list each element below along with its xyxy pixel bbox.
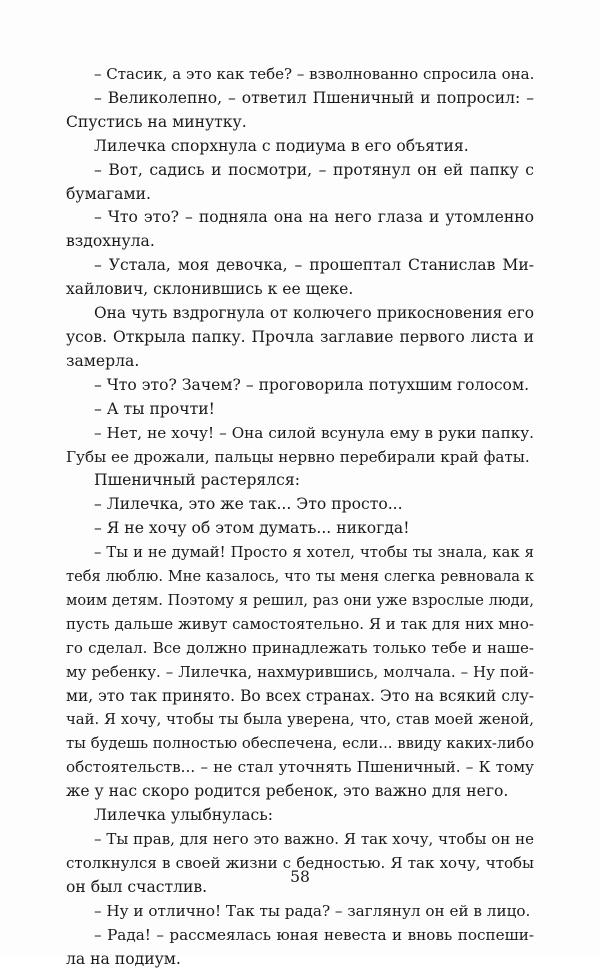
page-text-body — [66, 63, 534, 971]
text-line: – Рада! – рассмеялась юная невеста и вновь поспеши- — [94, 925, 534, 944]
text-line: он был счастлив. — [66, 877, 208, 896]
text-line: Лилечка улыбнулась: — [94, 806, 273, 825]
text-line: – А ты прочти! — [94, 399, 215, 418]
text-line: Спустись на минутку. — [66, 112, 247, 131]
text-line: – Ну и отлично! Так ты рада? – заглянул он ей в лицо. — [94, 901, 531, 920]
text-line: хайлович, склонившись к ее щеке. — [66, 280, 354, 299]
text-line: бумагами. — [66, 184, 151, 203]
text-line: вздохнула. — [66, 232, 155, 251]
text-line: – Стасик, а это как тебе? – взволнованно спросила она. — [94, 65, 535, 83]
text-line: – Ты прав, для него это важно. Я так хочу, чтобы он не — [94, 830, 534, 848]
page-number: 58 — [290, 868, 310, 886]
text-line: – Я не хочу об этом думать... никогда! — [94, 519, 410, 538]
text-line: пусть дальше живут самостоятельно. Я и так для них мно- — [66, 614, 534, 633]
text-line: Лилечка спорхнула с подиума в его объятия. — [94, 136, 469, 155]
text-line: – Устала, моя девочка, – прошептал Станислав Ми- — [94, 256, 534, 275]
text-line: Губы ее дрожали, пальцы нервно перебирали край фаты. — [66, 447, 530, 466]
text-line: ми, это так принято. Во всех странах. Это на всякий слу- — [66, 686, 534, 705]
text-line: – Ты и не думай! Просто я хотел, чтобы ты знала, как я — [94, 544, 534, 562]
text-line: – Лилечка, это же так... Это просто... — [94, 495, 403, 514]
text-line: чай. Я хочу, чтобы ты была уверена, что, став моей женой, — [66, 711, 534, 729]
text-line: же у нас скоро родится ребенок, это важно для него. — [66, 782, 509, 801]
text-line: моим детям. Поэтому я решил, раз они уже взрослые люди, — [66, 591, 534, 609]
text-line: – Великолепно, – ответил Пшеничный и попросил: – — [94, 88, 534, 107]
text-line: Она чуть вздрогнула от колючего прикосновения его — [94, 304, 534, 323]
text-line: – Что это? Зачем? – проговорила потухшим голосом. — [94, 375, 530, 394]
text-line: замерла. — [66, 351, 140, 370]
text-line: тебя люблю. Мне казалось, что ты меня слегка ревновала к — [66, 568, 534, 586]
text-line: го сделал. Все должно принадлежать только тебе и наше- — [66, 638, 534, 657]
text-line: Пшеничный растерялся: — [94, 471, 300, 490]
text-line: ты будешь полностью обеспечена, если... ввиду каких-либо — [66, 735, 534, 753]
text-line: – Что это? – подняла она на него глаза и утомленно — [94, 208, 534, 227]
text-line: ла на подиум. — [66, 949, 181, 968]
text-line: обстоятельств... – не стал уточнять Пшеничный. – К тому — [66, 758, 534, 777]
text-line: – Нет, не хочу! – Она силой всунула ему в руки папку. — [94, 423, 534, 442]
text-line: – Вот, садись и посмотри, – протянул он ей папку с — [94, 160, 534, 179]
text-line: му ребенку. – Лилечка, нахмурившись, молчала. – Ну пой- — [66, 662, 534, 681]
text-line: столкнулся в своей жизни с бедностью. Я так хочу, чтобы — [66, 853, 534, 872]
text-line: усов. Открыла папку. Прочла заглавие первого листа и — [66, 327, 534, 346]
